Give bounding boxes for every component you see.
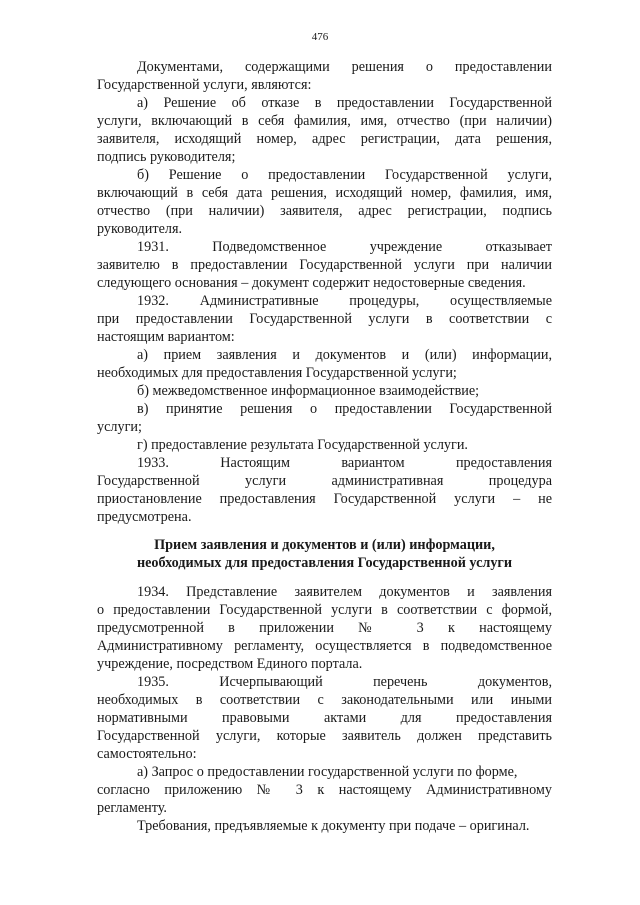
text-line: Административному регламенту, осуществляется в подведомственное (97, 638, 552, 654)
text-line: услуги, включающий в себя фамилия, имя, отчество (при наличии) (97, 113, 552, 129)
text-line: приостановление предоставления Государственной услуги – не (97, 491, 552, 507)
text-line: Государственной услуги, являются: (97, 77, 312, 93)
text-line: отчество (при наличии) заявителя, адрес регистрации, подпись (97, 203, 552, 219)
text-line: Государственной услуги административная процедура (97, 473, 552, 489)
text-line: следующего основания – документ содержит недостоверные сведения. (97, 275, 526, 291)
text-line: а) Запрос о предоставлении государственной услуги по форме, (137, 764, 518, 780)
text-line: предусмотренной в приложении № 3 к настоящему (97, 620, 552, 636)
section-heading: необходимых для предоставления Государственной услуги (136, 555, 513, 571)
text-line: регламенту. (97, 800, 167, 816)
text-line: 1934. Представление заявителем документов и заявления (137, 584, 552, 600)
text-line: включающий в себя дата решения, исходящий номер, фамилия, имя, (97, 185, 552, 201)
text-line: б) межведомственное информационное взаимодействие; (137, 383, 480, 399)
text-line: настоящим вариантом: (97, 329, 235, 345)
text-line: руководителя. (97, 221, 183, 237)
text-line: учреждение, посредством Единого портала. (97, 656, 363, 672)
text-line: заявителю в предоставлении Государственной услуги при наличии (97, 257, 552, 273)
text-line: 1933. Настоящим вариантом предоставления (137, 455, 552, 471)
text-line: Документами, содержащими решения о предоставлении (137, 59, 552, 75)
text-line: необходимых в соответствии с законодательными или иными (97, 692, 552, 708)
text-line: 1931. Подведомственное учреждение отказывает (137, 239, 552, 255)
text-line: в) принятие решения о предоставлении Государственной (137, 401, 552, 417)
text-line: б) Решение о предоставлении Государственной услуги, (137, 167, 552, 183)
text-line: Требования, предъявляемые к документу при подаче – оригинал. (137, 818, 530, 834)
text-line: заявителя, исходящий номер, адрес регистрации, дата решения, (97, 131, 552, 147)
text-line: о предоставлении Государственной услуги в соответствии с формой, (97, 602, 552, 618)
text-line: согласно приложению № 3 к настоящему Административному (97, 782, 552, 798)
page-number: 476 (311, 31, 329, 43)
text-line: 1935. Исчерпывающий перечень документов, (137, 674, 552, 690)
text-line: самостоятельно: (97, 746, 197, 762)
text-line: подпись руководителя; (97, 149, 236, 165)
text-line: а) Решение об отказе в предоставлении Государственной (137, 95, 552, 111)
text-line: 1932. Административные процедуры, осуществляемые (137, 293, 552, 309)
text-line: нормативными правовыми актами для предоставления (97, 710, 552, 726)
text-line: Государственной услуги, которые заявитель должен представить (97, 728, 552, 744)
section-heading: Прием заявления и документов и (или) информации, (154, 537, 495, 553)
text-line: предусмотрена. (97, 509, 192, 525)
text-line: г) предоставление результата Государственной услуги. (137, 437, 468, 453)
text-line: услуги; (97, 419, 142, 435)
text-line: а) прием заявления и документов и (или) информации, (137, 347, 552, 363)
text-line: при предоставлении Государственной услуги в соответствии с (97, 311, 552, 327)
text-line: необходимых для предоставления Государственной услуги; (97, 365, 457, 381)
